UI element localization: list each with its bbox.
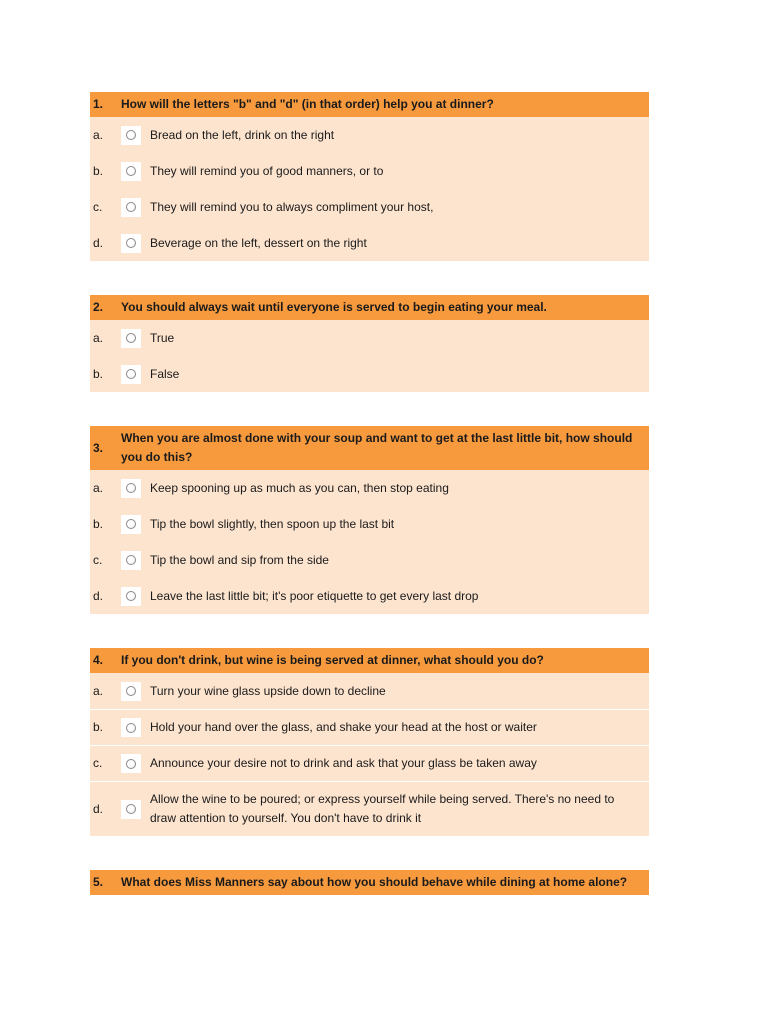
option-text: Announce your desire not to drink and ask that your glass be taken away [150, 756, 537, 770]
options-list [90, 117, 649, 261]
radio-button-icon [126, 804, 136, 814]
option-text: They will remind you to always compliment your host, [150, 199, 434, 214]
radio-button[interactable] [121, 126, 141, 145]
radio-button[interactable] [121, 587, 141, 606]
option-text: Bread on the left, drink on the right [150, 127, 335, 142]
radio-button-icon [126, 166, 136, 176]
radio-button[interactable] [121, 198, 141, 217]
option-letter: a. [93, 480, 104, 495]
option-d[interactable] [90, 225, 649, 261]
radio-button-icon [126, 483, 136, 493]
options-list [90, 320, 649, 392]
option-c[interactable] [90, 542, 649, 578]
option-letter: d. [93, 801, 104, 816]
option-c[interactable] [90, 745, 649, 781]
question-2 [90, 295, 649, 392]
option-a[interactable] [90, 470, 649, 506]
radio-button[interactable] [121, 754, 141, 773]
question-header [90, 92, 649, 117]
question-header [90, 295, 649, 320]
option-a[interactable] [90, 320, 649, 356]
question-text: If you don't drink, but wine is being served at dinner, what should you do? [121, 653, 544, 667]
radio-button[interactable] [121, 515, 141, 534]
question-number: 1. [93, 97, 104, 111]
question-number: 3. [93, 440, 104, 455]
option-text: They will remind you of good manners, or to [150, 163, 384, 178]
question-text: What does Miss Manners say about how you should behave while dining at home alone? [121, 875, 628, 889]
option-letter: a. [93, 330, 104, 345]
option-b[interactable] [90, 356, 649, 392]
question-4 [90, 648, 649, 836]
radio-button[interactable] [121, 234, 141, 253]
option-letter: b. [93, 163, 104, 178]
option-letter: d. [93, 235, 104, 250]
option-text: True [150, 330, 175, 345]
question-header [90, 426, 649, 470]
radio-button-icon [126, 519, 136, 529]
option-letter: a. [93, 127, 104, 142]
radio-button[interactable] [121, 479, 141, 498]
option-text: Tip the bowl slightly, then spoon up the last bit [150, 516, 395, 531]
option-text: Hold your hand over the glass, and shake your head at the host or waiter [150, 720, 537, 734]
question-number: 4. [93, 653, 104, 667]
question-text: How will the letters "b" and "d" (in that order) help you at dinner? [121, 97, 494, 111]
radio-button[interactable] [121, 162, 141, 181]
options-list [90, 470, 649, 614]
option-letter: d. [93, 588, 104, 603]
radio-button-icon [126, 333, 136, 343]
question-number: 2. [93, 300, 104, 314]
radio-button[interactable] [121, 551, 141, 570]
quiz [90, 92, 649, 929]
option-letter: c. [93, 199, 103, 214]
radio-button-icon [126, 591, 136, 601]
question-text: When you are almost done with your soup and want to get at the last little bit, how should you do this? [121, 431, 633, 464]
option-text: Keep spooning up as much as you can, then stop eating [150, 480, 449, 495]
option-c[interactable] [90, 189, 649, 225]
radio-button-icon [126, 130, 136, 140]
option-b[interactable] [90, 709, 649, 745]
option-text: Tip the bowl and sip from the side [150, 552, 329, 567]
question-number: 5. [93, 875, 104, 889]
option-b[interactable] [90, 153, 649, 189]
radio-button-icon [126, 723, 136, 733]
option-text: False [150, 366, 180, 381]
radio-button[interactable] [121, 329, 141, 348]
option-letter: c. [93, 552, 103, 567]
option-letter: b. [93, 516, 104, 531]
radio-button[interactable] [121, 682, 141, 701]
question-header [90, 648, 649, 673]
option-text: Turn your wine glass upside down to decline [150, 683, 386, 698]
option-a[interactable] [90, 117, 649, 153]
option-d[interactable] [90, 781, 649, 836]
option-b[interactable] [90, 506, 649, 542]
radio-button-icon [126, 555, 136, 565]
question-5 [90, 870, 649, 895]
option-a[interactable] [90, 673, 649, 709]
options-list [90, 673, 649, 836]
radio-button[interactable] [121, 365, 141, 384]
option-letter: c. [93, 756, 103, 770]
option-text: Allow the wine to be poured; or express yourself while being served. There's no need to draw attention to yourself. You don't have to drink it [150, 792, 615, 825]
question-3 [90, 426, 649, 614]
radio-button-icon [126, 369, 136, 379]
option-letter: a. [93, 683, 104, 698]
radio-button-icon [126, 202, 136, 212]
question-header [90, 870, 649, 895]
option-text: Beverage on the left, dessert on the right [150, 235, 367, 250]
radio-button[interactable] [121, 800, 141, 819]
radio-button-icon [126, 759, 136, 769]
option-letter: b. [93, 366, 104, 381]
option-text: Leave the last little bit; it's poor etiquette to get every last drop [150, 588, 479, 603]
question-1 [90, 92, 649, 261]
radio-button-icon [126, 686, 136, 696]
radio-button[interactable] [121, 718, 141, 737]
radio-button-icon [126, 238, 136, 248]
question-text: You should always wait until everyone is served to begin eating your meal. [121, 300, 547, 314]
option-letter: b. [93, 720, 104, 734]
option-d[interactable] [90, 578, 649, 614]
